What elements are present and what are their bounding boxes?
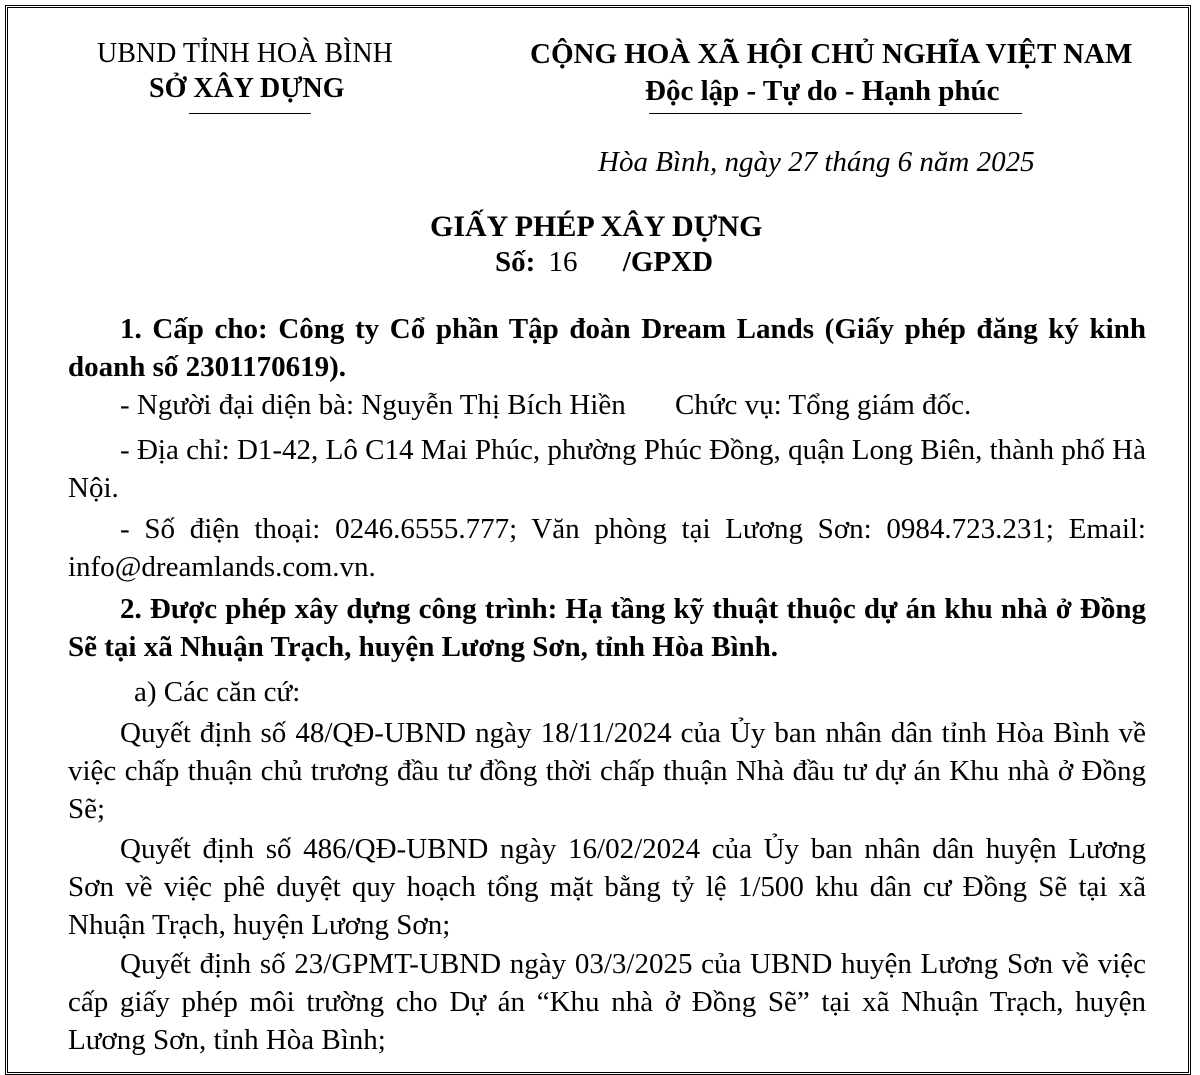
basis-item-text: Quyết định số 486/QĐ-UBND ngày 16/02/2024 của Ủy ban nhân dân huyện Lương Sơn về việc phê duyệt quy hoạch tổng mặt bằng tỷ lệ 1/500 khu dân cư Đồng Sẽ tại xã Nhuận Trạch, huyện Lương Sơn; bbox=[68, 833, 1146, 941]
document-number bbox=[495, 246, 713, 279]
number-suffix: /GPXD bbox=[622, 246, 714, 278]
position-label: Chức vụ: Tổng giám đốc. bbox=[674, 389, 972, 421]
section2-heading bbox=[68, 590, 1146, 666]
section1-heading bbox=[68, 310, 1146, 386]
address-text: - Địa chỉ: D1-42, Lô C14 Mai Phúc, phường Phúc Đồng, quận Long Biên, thành phố Hà Nội. bbox=[68, 434, 1146, 504]
representative-line bbox=[120, 389, 971, 422]
address-paragraph bbox=[68, 431, 1146, 507]
document-title: GIẤY PHÉP XÂY DỰNG bbox=[430, 210, 763, 243]
department-name: SỞ XÂY DỰNG bbox=[149, 73, 345, 104]
basis-item bbox=[68, 945, 1146, 1059]
phone-text: - Số điện thoại: 0246.6555.777; Văn phòng tại Lương Sơn: 0984.723.231; Email: info@dreamlands.com.vn. bbox=[68, 513, 1146, 583]
motto-underline bbox=[649, 113, 1022, 114]
basis-item-text: Quyết định số 48/QĐ-UBND ngày 18/11/2024 của Ủy ban nhân dân tỉnh Hòa Bình về việc chấp thuận chủ trương đầu tư đồng thời chấp thuận Nhà đầu tư dự án Khu nhà ở Đồng Sẽ; bbox=[68, 717, 1146, 825]
number-value: 16 bbox=[548, 246, 578, 278]
department-underline bbox=[189, 113, 311, 114]
number-label: Số: bbox=[495, 246, 536, 278]
basis-subheading: a) Các căn cứ: bbox=[134, 676, 301, 708]
basis-item bbox=[68, 830, 1146, 944]
agency-name: UBND TỈNH HOÀ BÌNH bbox=[97, 38, 393, 69]
basis-item bbox=[68, 714, 1146, 828]
representative-label: - Người đại diện bà: Nguyễn Thị Bích Hiền bbox=[120, 389, 626, 421]
section2-heading-text: 2. Được phép xây dựng công trình: Hạ tầng kỹ thuật thuộc dự án khu nhà ở Đồng Sẽ tại xã Nhuận Trạch, huyện Lương Sơn, tỉnh Hòa Bình. bbox=[68, 593, 1146, 663]
national-motto: Độc lập - Tự do - Hạnh phúc bbox=[645, 75, 1000, 107]
section1-heading-text: 1. Cấp cho: Công ty Cổ phần Tập đoàn Dream Lands (Giấy phép đăng ký kinh doanh số 2301170619). bbox=[68, 313, 1146, 383]
basis-item-text: Quyết định số 23/GPMT-UBND ngày 03/3/2025 của UBND huyện Lương Sơn về việc cấp giấy phép môi trường cho Dự án “Khu nhà ở Đồng Sẽ” tại xã Nhuận Trạch, huyện Lương Sơn, tỉnh Hòa Bình; bbox=[68, 948, 1146, 1056]
national-title: CỘNG HOÀ XÃ HỘI CHỦ NGHĨA VIỆT NAM bbox=[530, 38, 1133, 70]
place-date: Hòa Bình, ngày 27 tháng 6 năm 2025 bbox=[598, 146, 1035, 178]
phone-paragraph bbox=[68, 510, 1146, 586]
